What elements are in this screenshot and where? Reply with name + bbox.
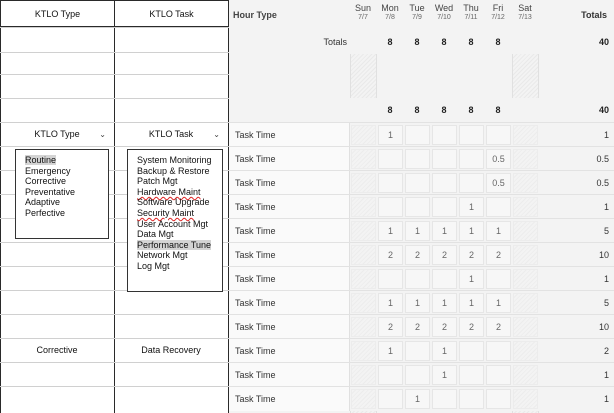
list-item-label: Corrective bbox=[25, 176, 67, 187]
hours-input bbox=[351, 341, 376, 361]
hours-input[interactable] bbox=[459, 173, 484, 193]
hours-input[interactable]: 1 bbox=[432, 221, 457, 241]
hours-input[interactable] bbox=[459, 389, 484, 409]
hours-input bbox=[513, 149, 538, 169]
row-total: 40 bbox=[598, 105, 609, 115]
hours-input bbox=[351, 197, 376, 217]
day-of-week: Wed bbox=[434, 3, 454, 13]
day-total: 8 bbox=[387, 37, 393, 47]
hours-input bbox=[513, 173, 538, 193]
list-item[interactable] bbox=[128, 240, 222, 251]
hours-input[interactable] bbox=[459, 149, 484, 169]
day-date: 7/10 bbox=[437, 14, 451, 21]
hours-input bbox=[513, 365, 538, 385]
list-item[interactable] bbox=[128, 176, 222, 187]
list-item-label: Security Maint bbox=[137, 207, 195, 218]
summary-row bbox=[229, 98, 614, 122]
hours-input[interactable] bbox=[432, 149, 457, 169]
table-row bbox=[229, 290, 614, 315]
row-divider bbox=[0, 314, 229, 315]
hours-input bbox=[351, 269, 376, 289]
ktlo-type-options bbox=[15, 149, 109, 239]
ktlo-task-dropdown[interactable]: KTLO Task ⌄ bbox=[148, 129, 220, 139]
day-total bbox=[512, 30, 538, 54]
table-row bbox=[229, 170, 614, 195]
hours-input[interactable]: 2 bbox=[459, 317, 484, 337]
hours-input[interactable]: 1 bbox=[432, 293, 457, 313]
hours-input[interactable] bbox=[378, 173, 403, 193]
hours-input[interactable] bbox=[378, 269, 403, 289]
table-row bbox=[229, 242, 614, 267]
list-item-label: System Monitoring bbox=[137, 155, 212, 165]
day-total bbox=[512, 98, 538, 122]
day-header bbox=[512, 4, 538, 22]
day-header bbox=[377, 4, 403, 22]
list-item-label: User Account Mgt bbox=[137, 218, 209, 229]
hours-input[interactable]: 2 bbox=[378, 317, 403, 337]
day-of-week: Sun bbox=[354, 3, 371, 13]
hours-input[interactable]: 2 bbox=[459, 245, 484, 265]
row-total: 0.5 bbox=[596, 154, 609, 164]
hour-type-cell[interactable]: Task Time bbox=[229, 195, 350, 219]
list-item-label: Log Mgt bbox=[137, 260, 170, 271]
list-item[interactable] bbox=[16, 208, 108, 219]
hours-input bbox=[513, 197, 538, 217]
hours-input[interactable] bbox=[405, 269, 430, 289]
time-grid bbox=[229, 0, 614, 413]
hour-type-cell[interactable]: Task Time bbox=[229, 315, 350, 339]
row-total: 1 bbox=[603, 202, 609, 212]
list-item[interactable] bbox=[16, 197, 108, 208]
table-row bbox=[229, 314, 614, 339]
row-divider bbox=[0, 98, 229, 99]
hours-input[interactable]: 2 bbox=[378, 245, 403, 265]
ktlo-task-options bbox=[127, 149, 223, 292]
row-divider bbox=[0, 386, 229, 387]
hours-input[interactable] bbox=[486, 341, 511, 361]
day-date: 7/8 bbox=[385, 14, 395, 21]
hour-type-cell[interactable]: Task Time bbox=[229, 147, 350, 171]
hours-input[interactable] bbox=[405, 341, 430, 361]
row-total: 10 bbox=[598, 250, 609, 260]
hours-input bbox=[513, 269, 538, 289]
hours-input[interactable] bbox=[432, 125, 457, 145]
hours-input[interactable]: 2 bbox=[432, 317, 457, 337]
list-item-label: Performance Tune bbox=[137, 239, 212, 250]
day-of-week: Tue bbox=[409, 3, 425, 13]
hours-input[interactable]: 2 bbox=[405, 317, 430, 337]
ktlo-type-header: KTLO Type bbox=[0, 0, 115, 27]
row-ktlo-task: Data Recovery bbox=[141, 345, 201, 355]
day-header bbox=[458, 4, 484, 22]
day-of-week: Fri bbox=[492, 3, 504, 13]
hour-type-cell[interactable]: Task Time bbox=[229, 291, 350, 315]
hours-input[interactable] bbox=[378, 365, 403, 385]
list-item-label: Data Mgt bbox=[137, 229, 174, 240]
day-header bbox=[404, 4, 430, 22]
hours-input[interactable]: 2 bbox=[486, 317, 511, 337]
row-total: 40 bbox=[598, 37, 609, 47]
hours-input bbox=[351, 365, 376, 385]
hours-input[interactable]: 1 bbox=[459, 197, 484, 217]
chevron-down-icon: ⌄ bbox=[213, 129, 220, 139]
hours-input[interactable]: 2 bbox=[432, 245, 457, 265]
ktlo-type-dropdown[interactable]: KTLO Type ⌄ bbox=[34, 129, 106, 139]
list-item[interactable] bbox=[128, 229, 222, 240]
hours-input bbox=[513, 389, 538, 409]
hour-type-cell[interactable]: Task Time bbox=[229, 339, 350, 363]
table-row bbox=[229, 194, 614, 219]
hour-type-cell[interactable]: Task Time bbox=[229, 363, 350, 387]
hours-input[interactable] bbox=[486, 389, 511, 409]
day-header bbox=[350, 4, 376, 22]
hours-input bbox=[351, 245, 376, 265]
list-item-label: Network Mgt bbox=[137, 250, 188, 261]
day-date: 7/13 bbox=[518, 14, 532, 21]
hours-input[interactable] bbox=[405, 149, 430, 169]
list-item[interactable] bbox=[128, 155, 222, 166]
hour-type-header: Hour Type bbox=[233, 10, 277, 20]
hour-type-cell[interactable]: Task Time bbox=[229, 123, 350, 147]
table-row bbox=[229, 362, 614, 387]
hour-type-cell[interactable]: Task Time bbox=[229, 171, 350, 195]
list-item-label: Routine bbox=[25, 155, 57, 165]
list-item[interactable] bbox=[128, 197, 222, 208]
list-item-label: Adaptive bbox=[25, 197, 61, 208]
day-total: 8 bbox=[495, 37, 501, 47]
hours-input[interactable] bbox=[405, 173, 430, 193]
hours-input[interactable]: 1 bbox=[459, 269, 484, 289]
hours-input[interactable] bbox=[405, 197, 430, 217]
day-total: 8 bbox=[495, 105, 501, 115]
hours-input bbox=[513, 245, 538, 265]
row-total: 1 bbox=[603, 274, 609, 284]
hour-type-cell[interactable]: Task Time bbox=[229, 243, 350, 267]
list-item-label: Emergency bbox=[25, 165, 71, 176]
day-header bbox=[485, 4, 511, 22]
hours-input[interactable]: 1 bbox=[432, 365, 457, 385]
table-row bbox=[229, 122, 614, 147]
hours-input[interactable] bbox=[378, 389, 403, 409]
list-item[interactable] bbox=[128, 219, 222, 230]
hours-input bbox=[513, 341, 538, 361]
table-row bbox=[229, 386, 614, 411]
row-divider bbox=[0, 338, 229, 339]
hours-input bbox=[513, 317, 538, 337]
day-total bbox=[350, 98, 376, 122]
row-total: 5 bbox=[603, 226, 609, 236]
hours-input[interactable] bbox=[378, 197, 403, 217]
hour-type-cell[interactable]: Task Time bbox=[229, 219, 350, 243]
day-date: 7/9 bbox=[412, 14, 422, 21]
hours-input[interactable] bbox=[459, 341, 484, 361]
list-item[interactable] bbox=[128, 208, 222, 219]
row-total: 1 bbox=[603, 394, 609, 404]
hours-input bbox=[351, 221, 376, 241]
totals-header: Totals bbox=[581, 10, 607, 20]
list-item-label: Preventative bbox=[25, 186, 76, 197]
day-date: 7/11 bbox=[464, 14, 478, 21]
hours-input[interactable] bbox=[432, 269, 457, 289]
hours-input[interactable]: 2 bbox=[486, 245, 511, 265]
list-item-label: Hardware Maint bbox=[137, 186, 201, 197]
day-total: 8 bbox=[414, 105, 420, 115]
hours-input[interactable] bbox=[486, 365, 511, 385]
hours-input bbox=[351, 389, 376, 409]
day-total: 8 bbox=[468, 105, 474, 115]
hours-input[interactable]: 1 bbox=[378, 341, 403, 361]
list-item-label: Perfective bbox=[25, 207, 66, 218]
hours-input[interactable] bbox=[459, 365, 484, 385]
totals-row bbox=[229, 30, 614, 54]
day-total: 8 bbox=[387, 105, 393, 115]
day-date: 7/7 bbox=[358, 14, 368, 21]
hours-input[interactable]: 1 bbox=[486, 221, 511, 241]
hours-input[interactable]: 1 bbox=[378, 125, 403, 145]
hours-input[interactable]: 2 bbox=[405, 245, 430, 265]
day-of-week: Thu bbox=[463, 3, 479, 13]
hour-type-cell[interactable]: Task Time bbox=[229, 267, 350, 291]
list-item[interactable] bbox=[16, 166, 108, 177]
hours-input[interactable]: 1 bbox=[486, 293, 511, 313]
hours-input[interactable] bbox=[432, 173, 457, 193]
ktlo-panel bbox=[0, 0, 229, 413]
hours-input[interactable] bbox=[432, 197, 457, 217]
hours-input[interactable] bbox=[405, 365, 430, 385]
hours-input bbox=[351, 125, 376, 145]
day-total: 8 bbox=[414, 37, 420, 47]
day-of-week: Mon bbox=[381, 3, 399, 13]
hours-input[interactable]: 1 bbox=[405, 293, 430, 313]
list-item-label: Software Upgrade bbox=[137, 197, 210, 208]
hours-input[interactable]: 0.5 bbox=[486, 149, 511, 169]
hours-input[interactable]: 1 bbox=[432, 341, 457, 361]
list-item[interactable] bbox=[128, 166, 222, 177]
row-total: 1 bbox=[603, 370, 609, 380]
row-total: 10 bbox=[598, 322, 609, 332]
hour-type-cell[interactable]: Task Time bbox=[229, 387, 350, 411]
hours-input bbox=[351, 317, 376, 337]
list-item[interactable] bbox=[16, 187, 108, 198]
hours-input[interactable]: 1 bbox=[378, 293, 403, 313]
hours-input bbox=[351, 293, 376, 313]
hours-input[interactable]: 1 bbox=[405, 389, 430, 409]
grid-header bbox=[229, 0, 614, 30]
day-total bbox=[350, 30, 376, 54]
list-item[interactable] bbox=[128, 250, 222, 261]
hours-input[interactable]: 1 bbox=[405, 221, 430, 241]
list-item[interactable] bbox=[16, 176, 108, 187]
hours-input[interactable] bbox=[486, 269, 511, 289]
hours-input[interactable] bbox=[459, 125, 484, 145]
row-ktlo-type: Corrective bbox=[36, 345, 78, 355]
totals-label: Totals bbox=[323, 37, 347, 47]
hours-input bbox=[513, 221, 538, 241]
table-row bbox=[229, 266, 614, 291]
table-row bbox=[229, 338, 614, 363]
hours-input bbox=[513, 125, 538, 145]
row-divider bbox=[0, 74, 229, 75]
hours-input bbox=[351, 173, 376, 193]
hours-input[interactable]: 1 bbox=[459, 293, 484, 313]
hours-input bbox=[513, 293, 538, 313]
list-item-label: Backup & Restore bbox=[137, 165, 210, 176]
hours-input[interactable] bbox=[432, 389, 457, 409]
hours-input[interactable] bbox=[486, 125, 511, 145]
table-row bbox=[229, 146, 614, 171]
hours-input[interactable] bbox=[486, 197, 511, 217]
list-item-label: Patch Mgt bbox=[137, 176, 178, 187]
row-divider bbox=[0, 362, 229, 363]
day-total: 8 bbox=[441, 37, 447, 47]
list-item[interactable] bbox=[128, 261, 222, 272]
chevron-down-icon: ⌄ bbox=[99, 129, 106, 139]
row-total: 5 bbox=[603, 298, 609, 308]
hours-input[interactable] bbox=[378, 149, 403, 169]
row-divider bbox=[0, 146, 229, 147]
hours-input[interactable]: 1 bbox=[378, 221, 403, 241]
list-item[interactable] bbox=[16, 155, 108, 166]
hours-input bbox=[351, 149, 376, 169]
row-total: 2 bbox=[603, 346, 609, 356]
day-total: 8 bbox=[468, 37, 474, 47]
row-divider bbox=[0, 27, 229, 28]
hours-input[interactable] bbox=[405, 125, 430, 145]
table-row bbox=[229, 218, 614, 243]
hours-input[interactable]: 0.5 bbox=[486, 173, 511, 193]
day-header bbox=[431, 4, 457, 22]
list-item[interactable] bbox=[128, 187, 222, 198]
hours-input[interactable]: 1 bbox=[459, 221, 484, 241]
day-of-week: Sat bbox=[518, 3, 532, 13]
row-total: 0.5 bbox=[596, 178, 609, 188]
day-date: 7/12 bbox=[491, 14, 505, 21]
ktlo-task-header: KTLO Task bbox=[114, 0, 229, 27]
row-total: 1 bbox=[603, 130, 609, 140]
day-total: 8 bbox=[441, 105, 447, 115]
row-divider bbox=[0, 52, 229, 53]
